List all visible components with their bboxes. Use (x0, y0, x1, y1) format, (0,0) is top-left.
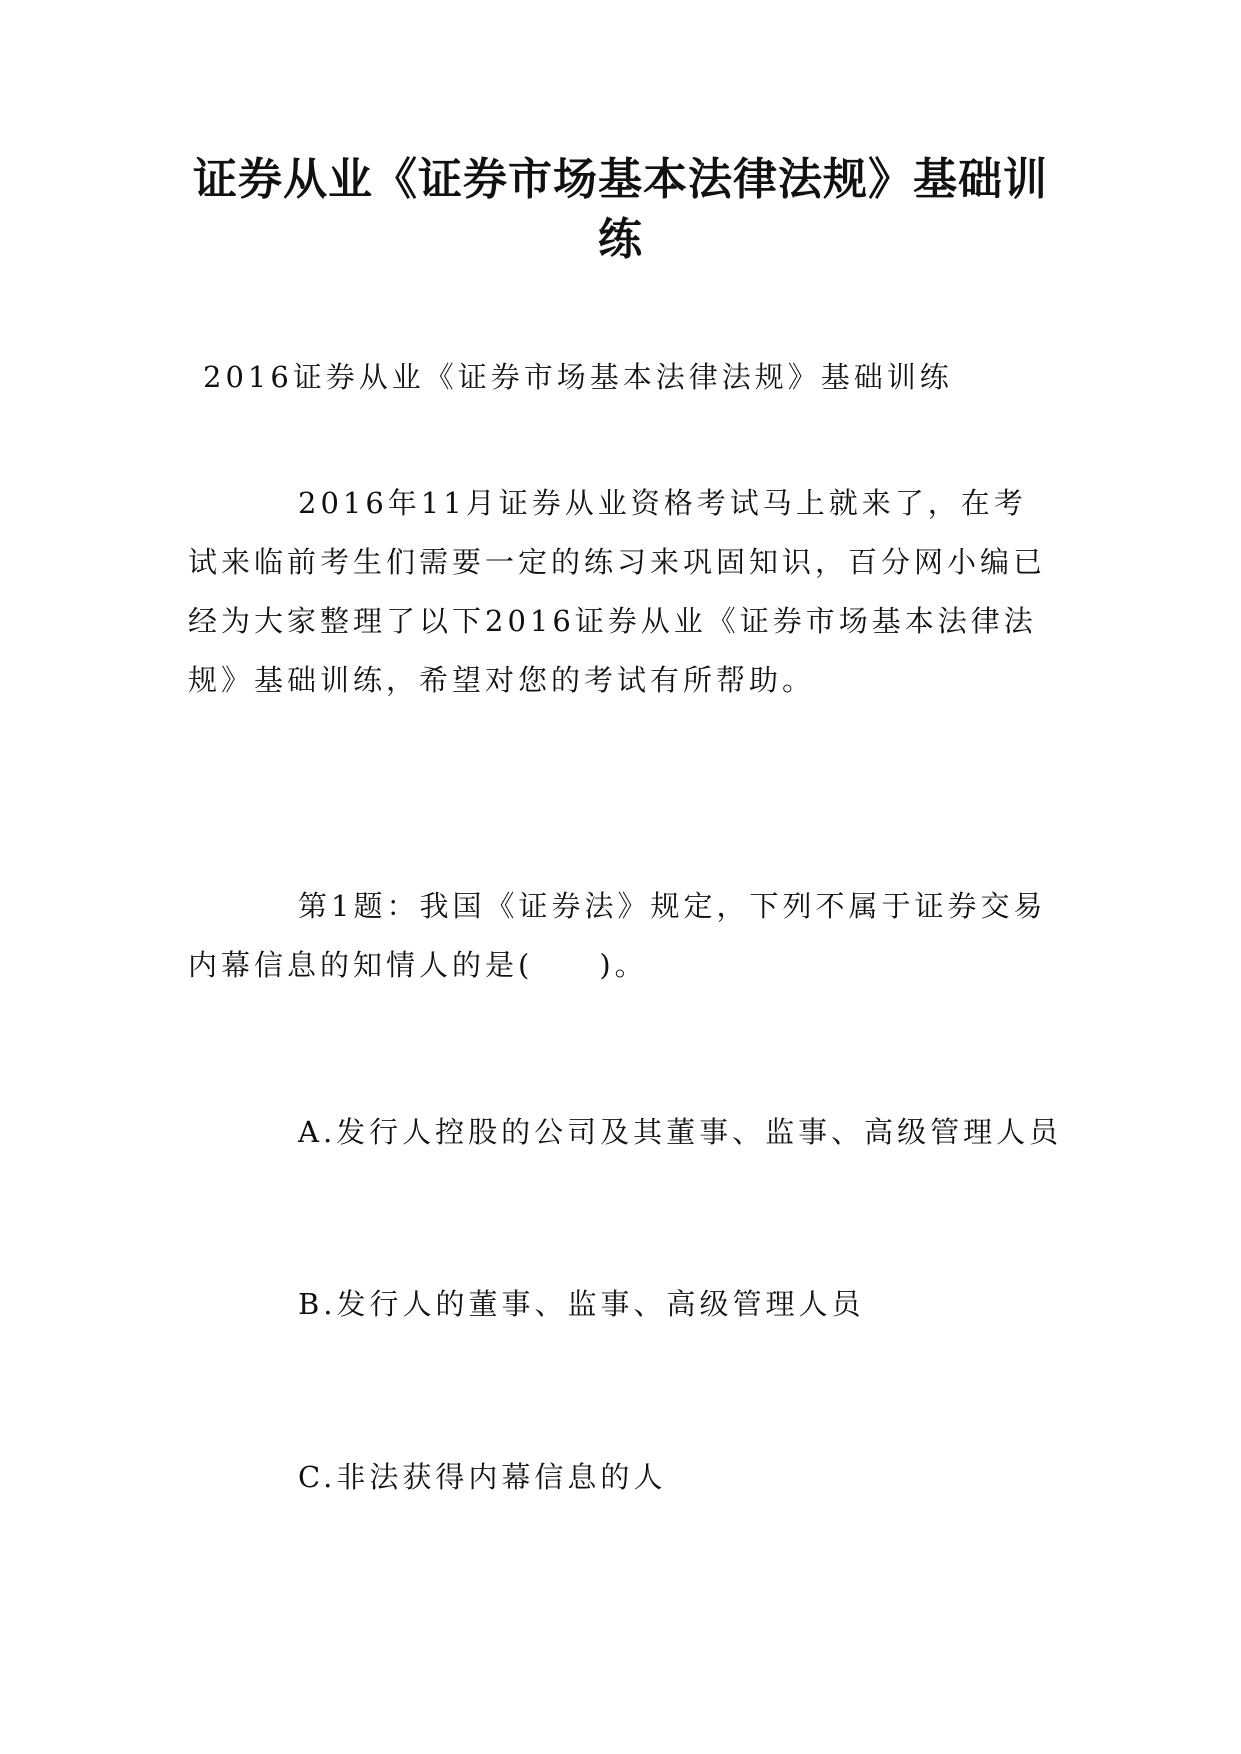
option-b: B.发行人的董事、监事、高级管理人员 (298, 1287, 865, 1321)
option-c: C.非法获得内幕信息的人 (298, 1460, 667, 1494)
document-subtitle: 2016证券从业《证券市场基本法律法规》基础训练 (203, 360, 953, 394)
intro-paragraph: 2016年11月证券从业资格考试马上就来了，在考试来临前考生们需要一定的练习来巩固知识，百分网小编已经为大家整理了以下2016证券从业《证券市场基本法律法规》基础训练，希望对您的考试有所帮助。 (188, 486, 1047, 697)
question-1-text: 第1题：我国《证券法》规定，下列不属于证券交易内幕信息的知情人的是( )。 (188, 889, 1047, 982)
document-title: 证券从业《证券市场基本法律法规》基础训练 (193, 154, 1048, 265)
option-a: A.发行人控股的公司及其董事、监事、高级管理人员 (298, 1115, 1063, 1149)
